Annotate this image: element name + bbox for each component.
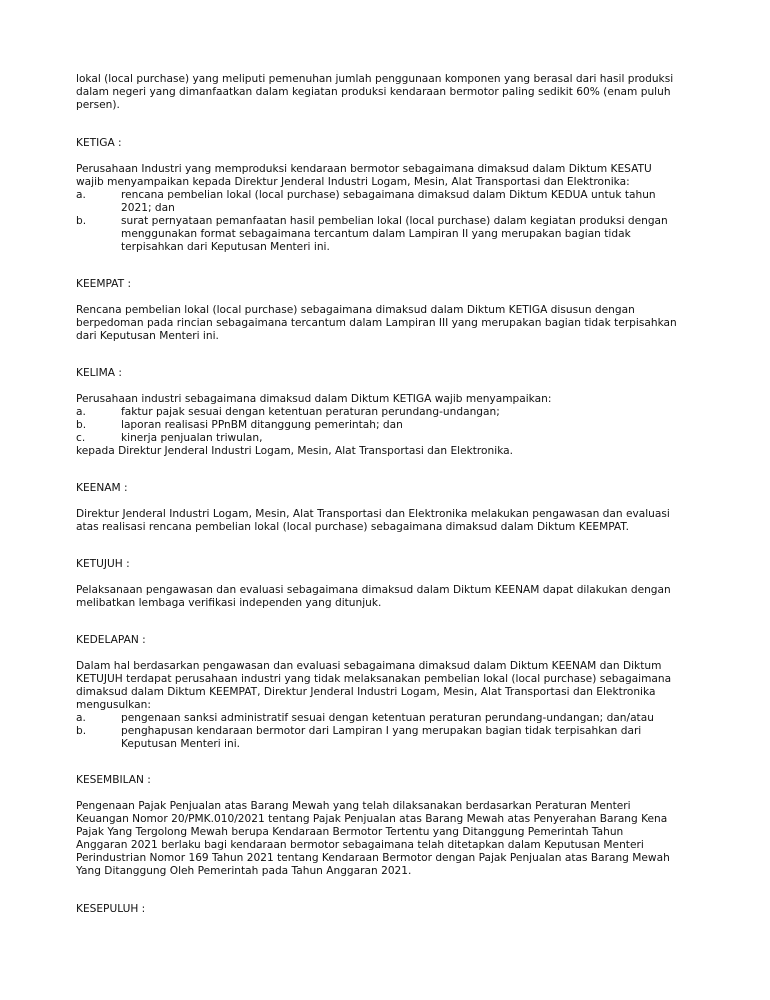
heading-ketiga: KETIGA : bbox=[76, 137, 122, 149]
kelima-closing: kepada Direktur Jenderal Industri Logam, Mesin, Alat Transportasi dan Elektronika. bbox=[76, 445, 513, 457]
item-text: pengenaan sanksi administratif sesuai dengan ketentuan peraturan perundang-undangan; dan/atau bbox=[121, 712, 654, 724]
item-text: rencana pembelian lokal (local purchase) sebagaimana dimaksud dalam Diktum KEDUA untuk tahun 2021; dan bbox=[121, 189, 656, 214]
ketujuh-body: Pelaksanaan pengawasan dan evaluasi sebagaimana dimaksud dalam Diktum KEENAM dapat dilakukan dengan melibatkan lembaga verifikasi independen yang ditunjuk. bbox=[76, 584, 671, 609]
heading-keenam: KEENAM : bbox=[76, 482, 128, 494]
item-text: surat pernyataan pemanfaatan hasil pembelian lokal (local purchase) dalam kegiatan produksi dengan menggunakan format sebagaimana tercantum dalam Lampiran II yang merupakan bagian tidak terpisahkan dari Keputusan Menteri ini. bbox=[121, 215, 668, 253]
item-label: b. bbox=[76, 725, 87, 737]
item-label: c. bbox=[76, 432, 86, 444]
item-text: kinerja penjualan triwulan, bbox=[121, 432, 263, 444]
keenam-body: Direktur Jenderal Industri Logam, Mesin, Alat Transportasi dan Elektronika melakukan pengawasan dan evaluasi atas realisasi rencana pembelian lokal (local purchase) sebagaimana dimaksud dalam Diktum KEEMPAT. bbox=[76, 508, 670, 533]
item-text: faktur pajak sesuai dengan ketentuan peraturan perundang-undangan; bbox=[121, 406, 500, 418]
heading-kesepuluh: KESEPULUH : bbox=[76, 903, 146, 915]
item-text: penghapusan kendaraan bermotor dari Lampiran I yang merupakan bagian tidak terpisahkan dari Keputusan Menteri ini. bbox=[121, 725, 642, 750]
heading-ketujuh: KETUJUH : bbox=[76, 558, 130, 570]
kelima-body: Perusahaan industri sebagaimana dimaksud dalam Diktum KETIGA wajib menyampaikan: bbox=[76, 393, 552, 405]
item-label: b. bbox=[76, 215, 87, 227]
intro-paragraph: lokal (local purchase) yang meliputi pemenuhan jumlah penggunaan komponen yang berasal dari hasil produksi dalam negeri yang dimanfaatkan dalam kegiatan produksi kendaraan bermotor paling sedikit 60% (enam puluh persen). bbox=[76, 73, 674, 111]
ketiga-body: Perusahaan Industri yang memproduksi kendaraan bermotor sebagaimana dimaksud dalam Diktum KESATU wajib menyampaikan kepada Direktur Jenderal Industri Logam, Mesin, Alat Transportasi dan Elektronika: bbox=[76, 163, 652, 188]
keempat-body: Rencana pembelian lokal (local purchase) sebagaimana dimaksud dalam Diktum KETIGA disusun dengan berpedoman pada rincian sebagaimana tercantum dalam Lampiran III yang merupakan bagian tidak terpisahkan dari Keputusan Menteri ini. bbox=[76, 304, 677, 342]
kesembilan-body: Pengenaan Pajak Penjualan atas Barang Mewah yang telah dilaksanakan berdasarkan Peraturan Menteri Keuangan Nomor 20/PMK.010/2021 tentang Pajak Penjualan atas Barang Mewah atas Penyerahan Barang Kena Pajak Yang Tergolong Mewah berupa Kendaraan Bermotor Tertentu yang Ditanggung Pemerintah Tahun Anggaran 2021 berlaku bagi kendaraan bermotor sebagaimana telah ditetapkan dalam Keputusan Menteri Perindustrian Nomor 169 Tahun 2021 tentang Kendaraan Bermotor dengan Pajak Penjualan atas Barang Mewah Yang Ditanggung Oleh Pemerintah pada Tahun Anggaran 2021. bbox=[76, 800, 670, 877]
item-label: a. bbox=[76, 406, 86, 418]
kedelapan-body: Dalam hal berdasarkan pengawasan dan evaluasi sebagaimana dimaksud dalam Diktum KEENAM dan Diktum KETUJUH terdapat perusahaan industri yang tidak melaksanakan pembelian lokal (local purchase) sebagaimana dimaksud dalam Diktum KEEMPAT, Direktur Jenderal Industri Logam, Mesin, Alat Transportasi dan Elektronika mengusulkan: bbox=[76, 660, 672, 711]
heading-kedelapan: KEDELAPAN : bbox=[76, 634, 146, 646]
heading-kesembilan: KESEMBILAN : bbox=[76, 774, 151, 786]
item-label: b. bbox=[76, 419, 87, 431]
item-label: a. bbox=[76, 189, 86, 201]
heading-kelima: KELIMA : bbox=[76, 367, 122, 379]
heading-keempat: KEEMPAT : bbox=[76, 278, 132, 290]
item-label: a. bbox=[76, 712, 86, 724]
item-text: laporan realisasi PPnBM ditanggung pemerintah; dan bbox=[121, 419, 403, 431]
